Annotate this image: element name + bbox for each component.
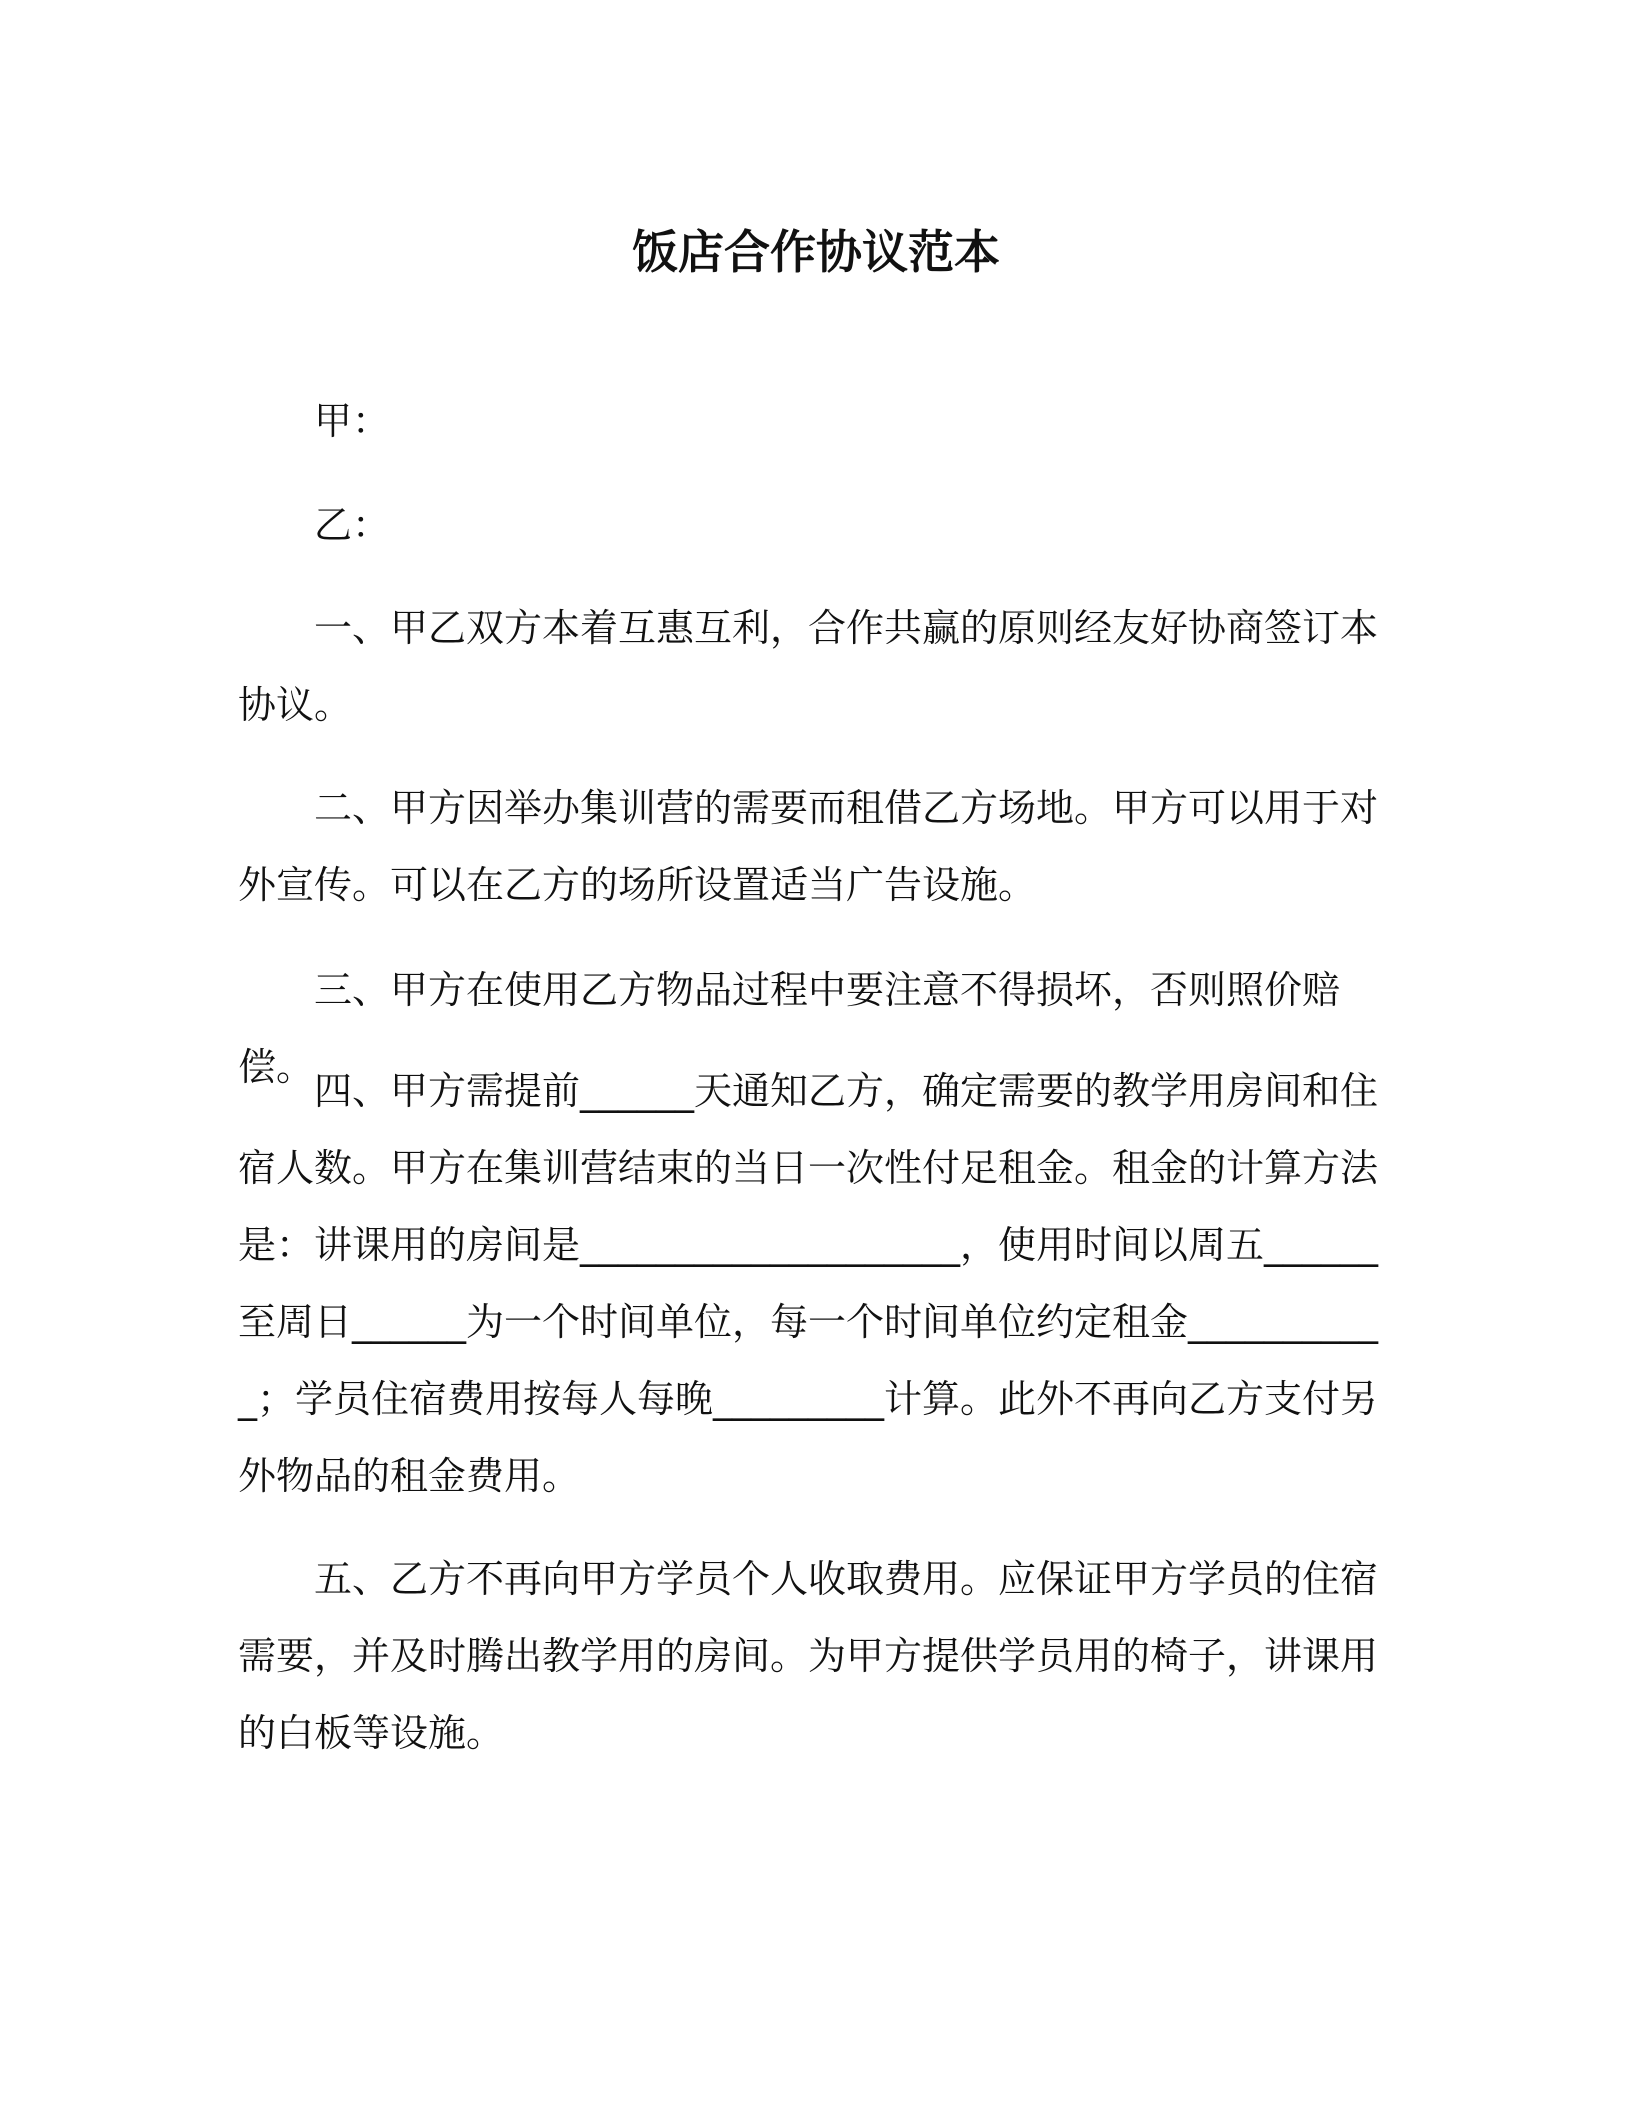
- party-a-label: 甲：: [314, 399, 391, 443]
- clause-2: 二、甲方因举办集训营的需要而租借乙方场地。甲方可以用于对外宣传。可以在乙方的场所设置适当广告设施。: [238, 786, 1379, 907]
- clause-3: 三、甲方在使用乙方物品过程中要注意不得损坏，否则照价赔偿。: [238, 968, 1341, 1089]
- clause-4: 四、甲方需提前______天通知乙方，确定需要的教学用房间和住宿人数。甲方在集训营结束的当日一次性付足租金。租金的计算方法是：讲课用的房间是____________________，使用时间以周五______至周日______为一个时间单位，每一个时间单位约定租金___________；学员住宿费用按每人每晚_________计算。此外不再向乙方支付另外物品的租金费用。: [238, 1069, 1379, 1498]
- clause-1: 一、甲乙双方本着互惠互利，合作共赢的原则经友好协商签订本协议。: [238, 606, 1379, 727]
- party-b-label: 乙：: [314, 503, 391, 547]
- document-title: 饭店合作协议范本: [632, 225, 1000, 279]
- clause-5: 五、乙方不再向甲方学员个人收取费用。应保证甲方学员的住宿需要，并及时腾出教学用的房间。为甲方提供学员用的椅子，讲课用的白板等设施。: [238, 1557, 1379, 1755]
